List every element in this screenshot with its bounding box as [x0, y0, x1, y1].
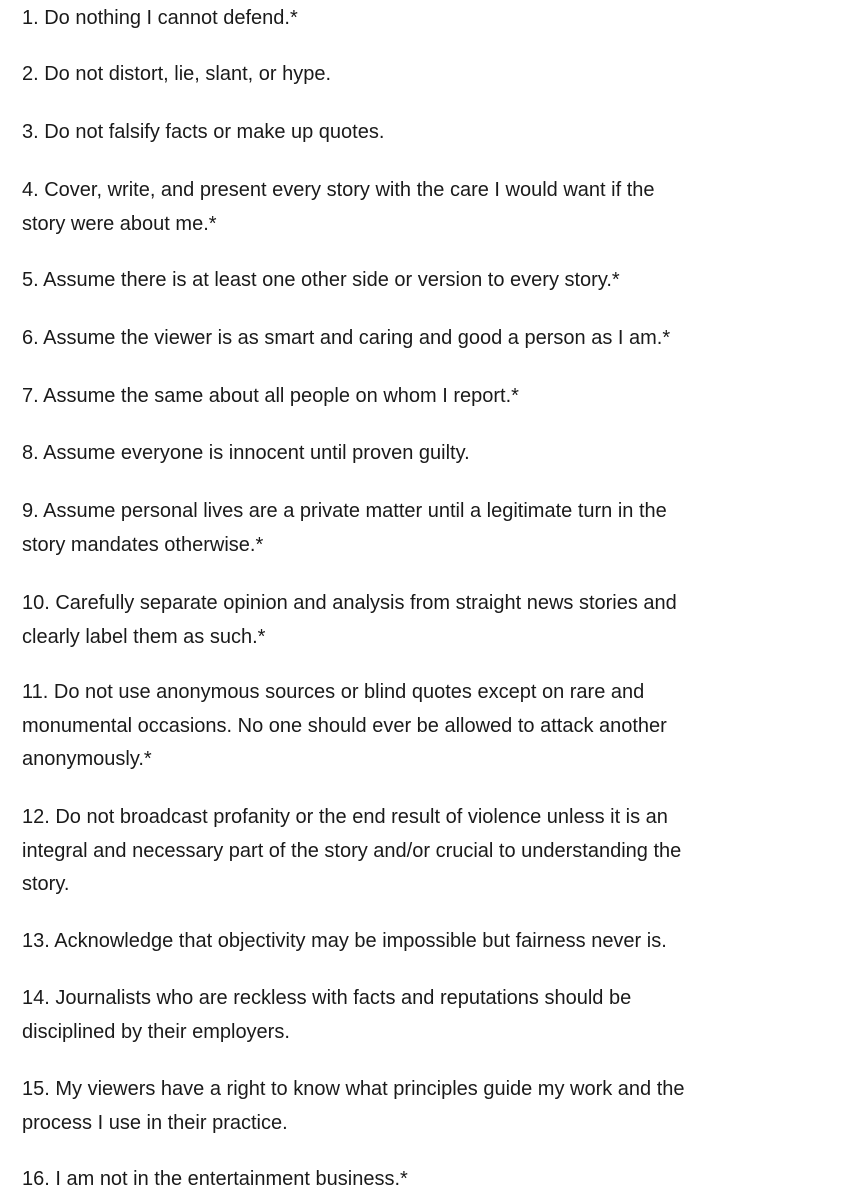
list-item: [22, 437, 782, 471]
list-item-line: 9. Assume personal lives are a private matter until a legitimate turn in the: [22, 500, 667, 522]
list-item-line: story were about me.*: [22, 212, 217, 235]
list-item: [22, 982, 782, 1049]
list-item-line: process I use in their practice.: [22, 1111, 288, 1134]
list-item: [22, 1163, 782, 1197]
list-item-line: 3. Do not falsify facts or make up quotes.: [22, 121, 385, 143]
list-item-line: story mandates otherwise.*: [22, 533, 264, 556]
list-item-line: 6. Assume the viewer is as smart and caring and good a person as I am.*: [22, 327, 671, 349]
list-item-line: monumental occasions. No one should ever be allowed to attack another: [22, 714, 667, 737]
list-item-line: integral and necessary part of the story and/or crucial to understanding the: [22, 839, 682, 862]
list-item: [22, 380, 782, 414]
list-item: [22, 174, 782, 241]
list-item-line: anonymously.*: [22, 748, 152, 770]
list-item: [22, 116, 782, 150]
list-item-line: 8. Assume everyone is innocent until proven guilty.: [22, 442, 470, 464]
list-item-line: 12. Do not broadcast profanity or the end result of violence unless it is an: [22, 806, 668, 828]
list-item-line: 7. Assume the same about all people on whom I report.*: [22, 385, 519, 407]
list-item-line: 11. Do not use anonymous sources or blind quotes except on rare and: [22, 681, 645, 703]
list-item-line: 15. My viewers have a right to know what principles guide my work and the: [22, 1078, 685, 1100]
list-item-line: disciplined by their employers.: [22, 1020, 290, 1043]
list-item: [22, 2, 782, 36]
list-item: [22, 1073, 782, 1140]
list-item: [22, 676, 782, 777]
list-item-line: 16. I am not in the entertainment business.*: [22, 1168, 408, 1190]
list-item-line: 14. Journalists who are reckless with facts and reputations should be: [22, 987, 632, 1009]
list-item-line: clearly label them as such.*: [22, 625, 266, 648]
list-item: [22, 587, 782, 654]
list-item-line: 4. Cover, write, and present every story with the care I would want if the: [22, 179, 655, 201]
list-item: [22, 495, 782, 562]
list-item: [22, 801, 782, 902]
list-item-line: story.: [22, 873, 70, 895]
list-item-line: 5. Assume there is at least one other side or version to every story.*: [22, 269, 620, 291]
list-item-line: 2. Do not distort, lie, slant, or hype.: [22, 63, 332, 85]
list-item: [22, 58, 782, 92]
list-item: [22, 264, 782, 298]
list-item: [22, 322, 782, 356]
list-item-line: 10. Carefully separate opinion and analysis from straight news stories and: [22, 592, 677, 614]
list-item-line: 1. Do nothing I cannot defend.*: [22, 7, 298, 29]
list-item: [22, 925, 782, 959]
list-item-line: 13. Acknowledge that objectivity may be impossible but fairness never is.: [22, 930, 667, 952]
